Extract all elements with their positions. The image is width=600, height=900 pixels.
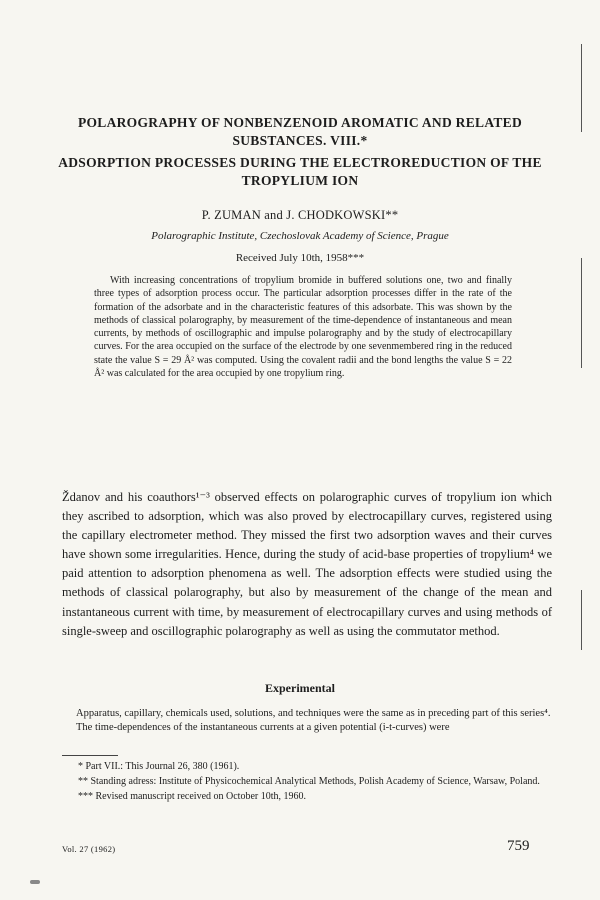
subtitle-line: ADSORPTION PROCESSES DURING THE ELECTROREDUCTION OF THE: [58, 155, 542, 170]
footnote-divider: [62, 755, 118, 756]
scan-artifact: [30, 880, 40, 884]
scan-edge-line: [581, 258, 582, 368]
experimental-paragraph: Apparatus, capillary, chemicals used, solutions, and techniques were the same as in preceding part of this series⁴.: [76, 708, 551, 719]
experimental-section: [62, 707, 552, 735]
paper-subtitle: [30, 154, 570, 190]
paper-title: [30, 114, 570, 150]
title-line: SUBSTANCES. VIII.*: [232, 133, 368, 148]
authors: P. ZUMAN and J. CHODKOWSKI**: [201, 208, 399, 222]
footnote: ** Standing adress: Institute of Physicochemical Analytical Methods, Polish Academy of Science, Warsaw, Poland.: [78, 776, 540, 787]
scan-edge-line: [581, 44, 582, 132]
page-number: 759: [507, 838, 530, 854]
footnote: * Part VII.: This Journal 26, 380 (1961).: [78, 761, 240, 772]
experimental-paragraph: The time-dependences of the instantaneous currents at a given potential (i-t-curves) were: [76, 722, 450, 734]
section-heading-experimental: Experimental: [265, 681, 335, 695]
volume-label: Vol. 27 (1962): [62, 844, 116, 854]
scan-edge-line: [581, 590, 582, 650]
received-date: Received July 10th, 1958***: [235, 252, 365, 264]
subtitle-line: TROPYLIUM ION: [241, 173, 359, 188]
footnote: *** Revised manuscript received on October 10th, 1960.: [78, 791, 306, 802]
footnotes: [62, 760, 552, 805]
abstract: With increasing concentrations of tropylium bromide in buffered solutions one, two and finally three types of adsorption process occur. The particular adsorption processes differ in the rate of the formation of the adsorbate and in the characteristic features of this adsorbate. This was shown by the methods of classical polarography, by measurement of the time-dependence of instantaneous and mean currents, by methods of oscillographic and impulse polarography and by the study of electrocapillary curves. For the area occupied on the surface of the electrode by one sevenmembered ring in the reduced state the value S = 29 Å² was computed. Using the covalent radii and the bond lengths the value S = 22 Å² was calculated for the area occupied by one tropylium ring.: [94, 275, 512, 380]
affiliation: Polarographic Institute, Czechoslovak Academy of Science, Prague: [151, 230, 449, 242]
introduction-paragraph: Ždanov and his coauthors¹⁻³ observed effects on polarographic curves of tropylium ion which they ascribed to adsorption, which was also proved by electrocapillary curves, registered using the capillary electrometer method. They missed the first two adsorption waves and their curves have shown some irregularities. Hence, during the study of acid-base properties of tropylium⁴ we paid attention to adsorption phenomena as well. The adsorption effects were studied using the methods of classical polarography, but also by measurement of the change of the mean and instantaneous current with time, by measurement of electrocapillary curves and using methods of single-sweep and oscillographic polarography as well as using the commutator method.: [62, 490, 552, 638]
title-line: POLAROGRAPHY OF NONBENZENOID AROMATIC AND RELATED: [77, 115, 523, 130]
